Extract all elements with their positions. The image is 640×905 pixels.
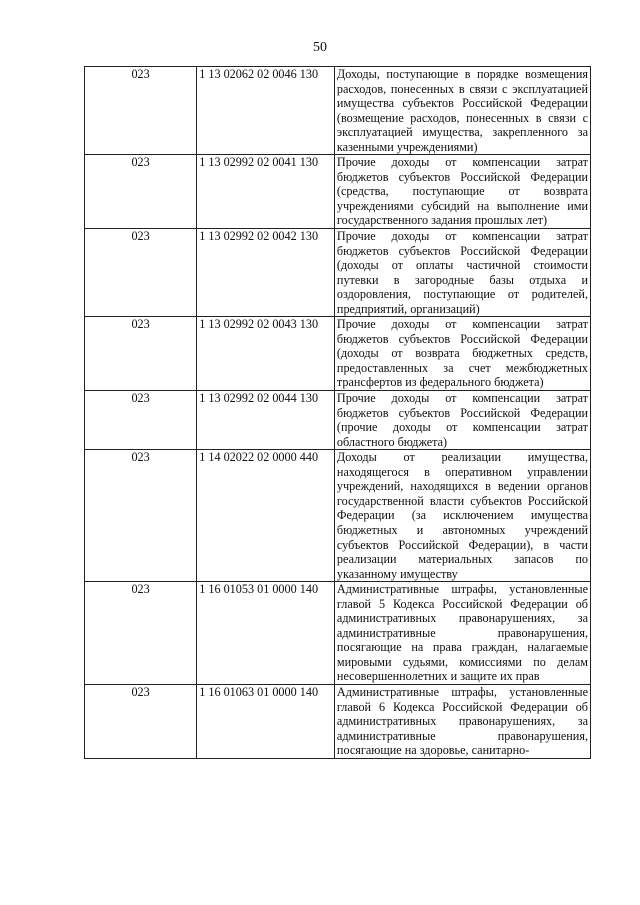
revenue-code-cell: 1 14 02022 02 0000 440	[197, 450, 335, 582]
admin-code-cell: 023	[85, 317, 197, 391]
admin-code-cell: 023	[85, 582, 197, 685]
revenue-name-cell: Доходы от реализации имущества, находящегося в оперативном управлении учреждений, находящихся в ведении органов государственной власти субъектов Российской Федерации (за исключением имущества бюджетных и автономных учреждений субъектов Российской Федерации), в части реализации материальных запасов по указанному имуществу	[334, 450, 590, 582]
admin-code-cell: 023	[85, 155, 197, 229]
revenue-name-cell: Прочие доходы от компенсации затрат бюджетов субъектов Российской Федерации (доходы от возврата бюджетных средств, предоставленных за счет межбюджетных трансфертов из федерального бюджета)	[334, 317, 590, 391]
table-row	[85, 155, 591, 229]
revenue-code-cell: 1 13 02992 02 0044 130	[197, 391, 335, 450]
revenue-name-cell: Административные штрафы, установленные главой 5 Кодекса Российской Федерации об административных правонарушениях, за административные правонарушения, посягающие на права граждан, налагаемые мировыми судьями, комиссиями по делам несовершеннолетних и защите их прав	[334, 582, 590, 685]
table-row	[85, 450, 591, 582]
revenue-name-cell: Прочие доходы от компенсации затрат бюджетов субъектов Российской Федерации (доходы от оплаты частичной стоимости путевки в загородные базы отдыха и оздоровления, поступающие от родителей, предприятий, организаций)	[334, 229, 590, 317]
revenue-name-cell: Доходы, поступающие в порядке возмещения расходов, понесенных в связи с эксплуатацией имущества субъектов Российской Федерации (возмещение расходов, понесенных в связи с эксплуатацией имущества, закрепленного за казенными учреждениями)	[334, 67, 590, 155]
revenue-name-cell: Прочие доходы от компенсации затрат бюджетов субъектов Российской Федерации (прочие доходы от компенсации затрат областного бюджета)	[334, 391, 590, 450]
admin-code-cell: 023	[85, 229, 197, 317]
table-row	[85, 391, 591, 450]
admin-code-cell: 023	[85, 67, 197, 155]
revenue-code-cell: 1 13 02992 02 0041 130	[197, 155, 335, 229]
table-row	[85, 67, 591, 155]
revenue-code-cell: 1 13 02992 02 0042 130	[197, 229, 335, 317]
table-row	[85, 582, 591, 685]
admin-code-cell: 023	[85, 450, 197, 582]
admin-code-cell: 023	[85, 684, 197, 758]
revenue-code-cell: 1 13 02062 02 0046 130	[197, 67, 335, 155]
table-row	[85, 317, 591, 391]
revenue-code-cell: 1 16 01053 01 0000 140	[197, 582, 335, 685]
revenue-codes-table	[84, 66, 591, 759]
page-number: 50	[313, 40, 327, 55]
revenue-name-cell: Административные штрафы, установленные главой 6 Кодекса Российской Федерации об административных правонарушениях, за административные правонарушения, посягающие на здоровье, санитарно-	[334, 684, 590, 758]
admin-code-cell: 023	[85, 391, 197, 450]
table-row	[85, 229, 591, 317]
table-row	[85, 684, 591, 758]
revenue-code-cell: 1 16 01063 01 0000 140	[197, 684, 335, 758]
revenue-name-cell: Прочие доходы от компенсации затрат бюджетов субъектов Российской Федерации (средства, поступающие от возврата учреждениями субсидий на выполнение ими государственного задания прошлых лет)	[334, 155, 590, 229]
revenue-code-cell: 1 13 02992 02 0043 130	[197, 317, 335, 391]
